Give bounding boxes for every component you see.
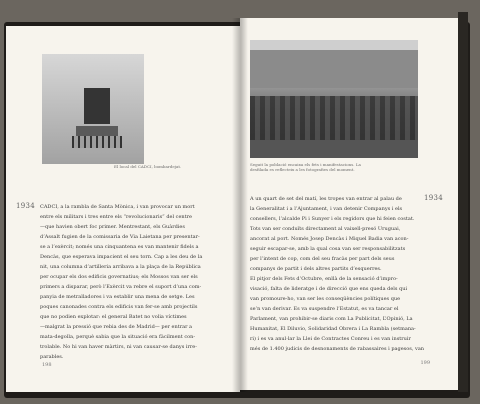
text-line: més de 1.400 judicis de desnonaments de rabassaires i pagesos, van [250,346,425,352]
text-line: trolable. No hi van haver màrtirs, ni van causar-se danys irre- [40,344,197,350]
left-body-text [40,202,220,362]
right-page-number: 199 [420,360,430,366]
right-body-text [250,194,425,354]
right-caption: Seguit la població encaixa els fets i manifestacions. La desfilada es reflecteix a les fotografies del moment. [250,162,361,172]
text-line: Humanitat, El Diluvio, Solidaridad Obrera i La Rambla (setmana- [250,326,416,332]
left-year: 1934 [16,202,36,210]
text-line: consellers, l’alcalde Pi i Sunyer i els regidors que hi feien costat. [250,216,415,222]
text-line: —malgrat la pressió que rebia des de Madrid— per entrar a [40,324,193,330]
text-line: Dencàs, que esperava impacient el seu torn. Cap a les deu de la [40,254,203,260]
text-line: primers a disparar, però l’Exèrcit va rebre el suport d’una com- [40,284,202,290]
right-year: 1934 [424,194,444,202]
text-line: parables. [40,354,64,360]
street-ground [250,140,418,158]
text-line: la Generalitat i a l’Ajuntament, i van detenir Companys i els [250,206,403,212]
right-page [240,18,458,390]
text-line: ancorat al port. Només Josep Dencàs i Miquel Badia van acon- [250,236,409,242]
right-photo [250,40,418,158]
text-line: A un quart de set del matí, les tropes van entrar al palau de [250,196,402,202]
text-line: se a l’exèrcit; només una cinquantena es van mantenir fidels a [40,244,199,250]
balcony-rail [72,136,122,148]
text-line: panyia de metralladores i va establir una mena de setge. Les [40,294,195,300]
text-line: van promoure-ho, van ser les conseqüències polítiques que [250,296,401,302]
text-line: El pitjor dels Fets d’Octubre, enllà de la sensació d’impro- [250,276,398,282]
text-line: Tots van ser conduïts directament al vaixell-presó Uruguai, [250,226,401,232]
text-line: d’Assalt fugien de la comissaria de Via Laietana per presentar- [40,234,200,240]
text-line: visació, falta de lideratge i de direcció que ens queda dels qui [250,286,408,292]
text-line: Parlament, van prohibir-se diaris com La Publicitat, L’Opinió, La [250,316,413,322]
book-gutter-shadow [232,18,248,392]
text-line: seguir escapar-se, amb la qual cosa van ser responsabilitzats [250,246,406,252]
text-line: per l’intent de cop, com del seu fracàs per part dels seus [250,256,395,262]
left-caption: El local del CADCI, bombardejat. [114,164,182,169]
text-line: CADCI, a la rambla de Santa Mònica, i van provocar un mort [40,204,195,210]
text-line: nit, una columna d’artilleria arribava a la plaça de la República [40,264,201,270]
text-line: mata-degolla, perquè sabia que la situació era fàcilment con- [40,334,196,340]
text-line: ri) i es va anul·lar la Llei de Contractes Conreu i es van instruir [250,336,411,342]
building [250,50,418,88]
left-photo [42,54,144,164]
text-line: companys de partit i dels altres partits d’esquerres. [250,266,382,272]
left-page [6,26,240,392]
text-line: se’n van derivar. Es va suspendre l’Estatut, es va tancar el [250,306,399,312]
text-line: entre els militars i tres entre els “revolucionaris” del centre [40,214,193,220]
text-line: que no podien explotar: el general Batet no volia víctimes [40,314,187,320]
book-spine-edge [458,12,468,392]
balcony [76,126,118,136]
text-line: poques canonades contra els edificis van fer-se amb projectils [40,304,198,310]
text-line: per ocupar els dos edificis governatius; els Mossos van ser els [40,274,198,280]
damaged-window [84,88,110,124]
text-line: —que havien obert foc primer. Mentrestant, els Guàrdies [40,224,185,230]
left-page-number: 198 [42,362,52,368]
